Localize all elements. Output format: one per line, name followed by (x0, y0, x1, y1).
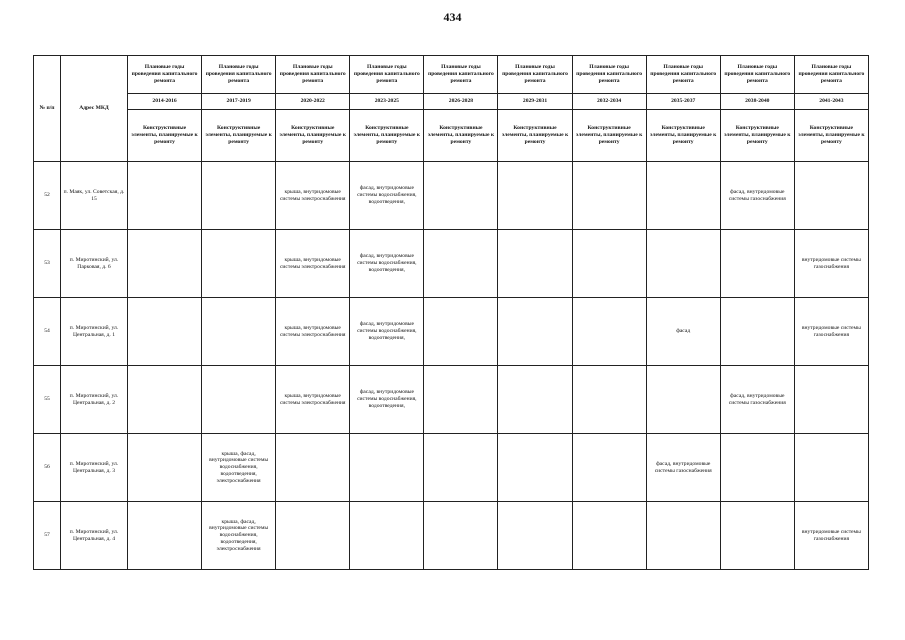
header-elements-label: Конструктивные элементы, планируемые к ремонту (794, 110, 868, 162)
capital-repair-table (33, 55, 869, 570)
repair-cell (794, 162, 868, 230)
repair-cell (498, 162, 572, 230)
row-number: 54 (34, 298, 61, 366)
repair-cell (498, 230, 572, 298)
row-number: 56 (34, 434, 61, 502)
repair-cell: фасад, внутридомовые системы газоснабжения (720, 366, 794, 434)
repair-cell (720, 502, 794, 570)
repair-cell: фасад, внутридомовые системы газоснабжения (720, 162, 794, 230)
repair-cell (794, 366, 868, 434)
row-address: п. Миротинский, ул. Центральная, д. 2 (61, 366, 128, 434)
repair-cell: крыша, внутридомовые системы электроснабжения (276, 366, 350, 434)
repair-cell (202, 162, 276, 230)
header-years: 2017-2019 (202, 94, 276, 110)
row-number: 57 (34, 502, 61, 570)
row-number: 53 (34, 230, 61, 298)
row-address: п. Миротинский, ул. Центральная, д. 3 (61, 434, 128, 502)
repair-cell: фасад, внутридомовые системы водоснабжения, водоотведения, (350, 366, 424, 434)
repair-cell (572, 162, 646, 230)
repair-cell: фасад (646, 298, 720, 366)
row-address: п. Маяк, ул. Советская, д. 15 (61, 162, 128, 230)
repair-cell (646, 366, 720, 434)
repair-cell (572, 230, 646, 298)
header-years: 2035-2037 (646, 94, 720, 110)
table-row (34, 162, 869, 230)
repair-cell (128, 298, 202, 366)
header-years: 2032-2034 (572, 94, 646, 110)
table-row (34, 298, 869, 366)
repair-cell (128, 434, 202, 502)
table-row (34, 434, 869, 502)
header-years: 2029-2031 (498, 94, 572, 110)
header-years: 2023-2025 (350, 94, 424, 110)
table-row (34, 366, 869, 434)
header-period-label: Плановые годы проведения капитального ремонта (276, 56, 350, 94)
repair-cell (572, 502, 646, 570)
header-period-label: Плановые годы проведения капитального ремонта (202, 56, 276, 94)
header-period-label: Плановые годы проведения капитального ремонта (350, 56, 424, 94)
header-row-period (34, 56, 869, 94)
repair-cell: фасад, внутридомовые системы водоснабжения, водоотведения, (350, 298, 424, 366)
repair-cell (128, 230, 202, 298)
row-address: п. Миротинский, ул. Парковая, д. 6 (61, 230, 128, 298)
repair-cell (202, 366, 276, 434)
header-num: № п/п (34, 56, 61, 162)
header-period-label: Плановые годы проведения капитального ремонта (572, 56, 646, 94)
header-years: 2014-2016 (128, 94, 202, 110)
repair-cell: внутридомовые системы газоснабжения (794, 298, 868, 366)
repair-cell (646, 162, 720, 230)
repair-cell (202, 230, 276, 298)
repair-cell (498, 502, 572, 570)
row-number: 55 (34, 366, 61, 434)
header-years: 2041-2043 (794, 94, 868, 110)
header-row-elements (34, 110, 869, 162)
repair-cell (572, 434, 646, 502)
header-elements-label: Конструктивные элементы, планируемые к ремонту (720, 110, 794, 162)
repair-cell: крыша, внутридомовые системы электроснабжения (276, 230, 350, 298)
header-elements-label: Конструктивные элементы, планируемые к ремонту (424, 110, 498, 162)
repair-cell (424, 230, 498, 298)
header-elements-label: Конструктивные элементы, планируемые к ремонту (572, 110, 646, 162)
repair-cell (720, 298, 794, 366)
repair-cell (572, 298, 646, 366)
repair-cell (276, 502, 350, 570)
page-number: 434 (443, 10, 462, 24)
header-period-label: Плановые годы проведения капитального ремонта (794, 56, 868, 94)
header-period-label: Плановые годы проведения капитального ремонта (128, 56, 202, 94)
table-row (34, 502, 869, 570)
header-elements-label: Конструктивные элементы, планируемые к ремонту (498, 110, 572, 162)
repair-cell (350, 434, 424, 502)
repair-cell (350, 502, 424, 570)
repair-cell (498, 366, 572, 434)
header-elements-label: Конструктивные элементы, планируемые к ремонту (646, 110, 720, 162)
row-address: п. Миротинский, ул. Центральная, д. 1 (61, 298, 128, 366)
repair-cell (202, 298, 276, 366)
repair-cell: фасад, внутридомовые системы водоснабжения, водоотведения, (350, 230, 424, 298)
repair-cell: крыша, внутридомовые системы электроснабжения (276, 298, 350, 366)
repair-cell (498, 434, 572, 502)
repair-cell (498, 298, 572, 366)
header-period-label: Плановые годы проведения капитального ремонта (720, 56, 794, 94)
header-years: 2026-2028 (424, 94, 498, 110)
repair-cell (572, 366, 646, 434)
repair-cell (424, 434, 498, 502)
repair-cell (720, 434, 794, 502)
header-period-label: Плановые годы проведения капитального ремонта (646, 56, 720, 94)
repair-cell: крыша, фасад, внутридомовые системы водоснабжения, водоотведения, электроснабжения (202, 434, 276, 502)
repair-cell: внутридомовые системы газоснабжения (794, 502, 868, 570)
header-elements-label: Конструктивные элементы, планируемые к ремонту (276, 110, 350, 162)
repair-cell (128, 366, 202, 434)
table-row (34, 230, 869, 298)
repair-cell: внутридомовые системы газоснабжения (794, 230, 868, 298)
header-address: Адрес МКД (61, 56, 128, 162)
repair-cell: фасад, внутридомовые системы водоснабжения, водоотведения, (350, 162, 424, 230)
repair-cell (424, 502, 498, 570)
repair-cell (646, 230, 720, 298)
header-elements-label: Конструктивные элементы, планируемые к ремонту (350, 110, 424, 162)
header-row-years (34, 94, 869, 110)
header-elements-label: Конструктивные элементы, планируемые к ремонту (128, 110, 202, 162)
repair-cell (128, 162, 202, 230)
row-number: 52 (34, 162, 61, 230)
header-elements-label: Конструктивные элементы, планируемые к ремонту (202, 110, 276, 162)
repair-cell: крыша, фасад, внутридомовые системы водоснабжения, водоотведения, электроснабжения (202, 502, 276, 570)
repair-cell (720, 230, 794, 298)
repair-cell (794, 434, 868, 502)
repair-cell: фасад, внутридомовые системы газоснабжения (646, 434, 720, 502)
repair-cell (424, 366, 498, 434)
repair-cell (424, 162, 498, 230)
repair-cell (276, 434, 350, 502)
repair-cell (646, 502, 720, 570)
repair-cell: крыша, внутридомовые системы электроснабжения (276, 162, 350, 230)
header-years: 2020-2022 (276, 94, 350, 110)
repair-cell (424, 298, 498, 366)
header-period-label: Плановые годы проведения капитального ремонта (424, 56, 498, 94)
header-years: 2038-2040 (720, 94, 794, 110)
header-period-label: Плановые годы проведения капитального ремонта (498, 56, 572, 94)
row-address: п. Миротинский, ул. Центральная, д. 4 (61, 502, 128, 570)
repair-cell (128, 502, 202, 570)
